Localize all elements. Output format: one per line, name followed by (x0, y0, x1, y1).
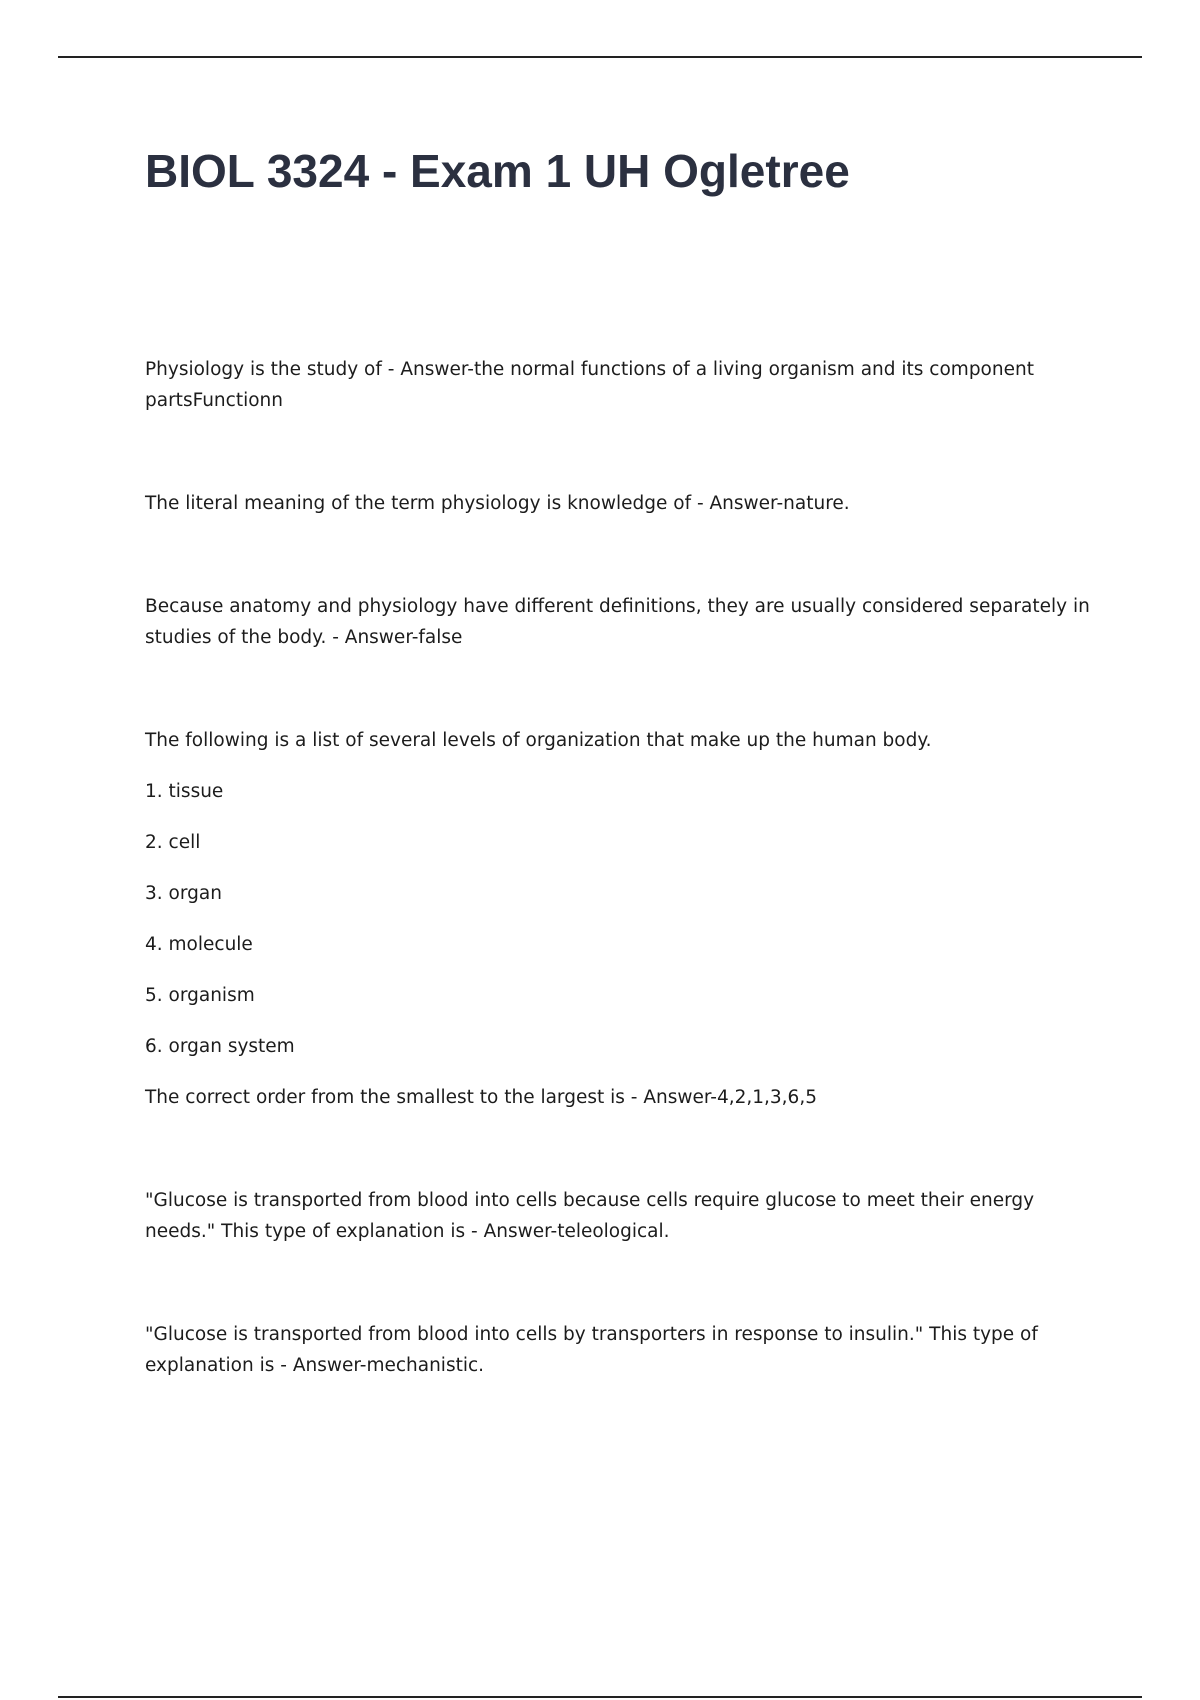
qa-text: The literal meaning of the term physiology is knowledge of - Answer-nature. (145, 493, 850, 514)
qa-list-answer: The correct order from the smallest to the largest is - Answer-4,2,1,3,6,5 (145, 1087, 817, 1108)
top-rule (58, 56, 1142, 58)
page-title: BIOL 3324 - Exam 1 UH Ogletree (145, 145, 850, 197)
list-item: 5. organism (145, 985, 255, 1006)
qa-item (145, 1185, 1090, 1247)
qa-item (145, 488, 1090, 519)
list-item: 6. organ system (145, 1036, 295, 1057)
organization-levels-list (145, 776, 1090, 1062)
list-item: 3. organ (145, 883, 222, 904)
qa-item-list (145, 725, 1090, 1113)
qa-item (145, 591, 1090, 653)
qa-text: Because anatomy and physiology have different definitions, they are usually considered separately in studies of the body. - Answer-false (145, 596, 1090, 648)
bottom-rule (58, 1696, 1142, 1698)
list-item: 4. molecule (145, 934, 253, 955)
qa-item (145, 354, 1090, 416)
qa-text: Physiology is the study of - Answer-the normal functions of a living organism and its component partsFunctionn (145, 359, 1034, 411)
list-item: 2. cell (145, 832, 201, 853)
qa-list-lead: The following is a list of several levels of organization that make up the human body. (145, 730, 932, 751)
qa-text: "Glucose is transported from blood into cells by transporters in response to insulin." This type of explanation is - Answer-mechanistic. (145, 1324, 1038, 1376)
list-item: 1. tissue (145, 781, 224, 802)
qa-text: "Glucose is transported from blood into cells because cells require glucose to meet their energy needs." This type of explanation is - Answer-teleological. (145, 1190, 1035, 1242)
qa-item (145, 1319, 1090, 1381)
qa-content (145, 354, 1090, 1453)
